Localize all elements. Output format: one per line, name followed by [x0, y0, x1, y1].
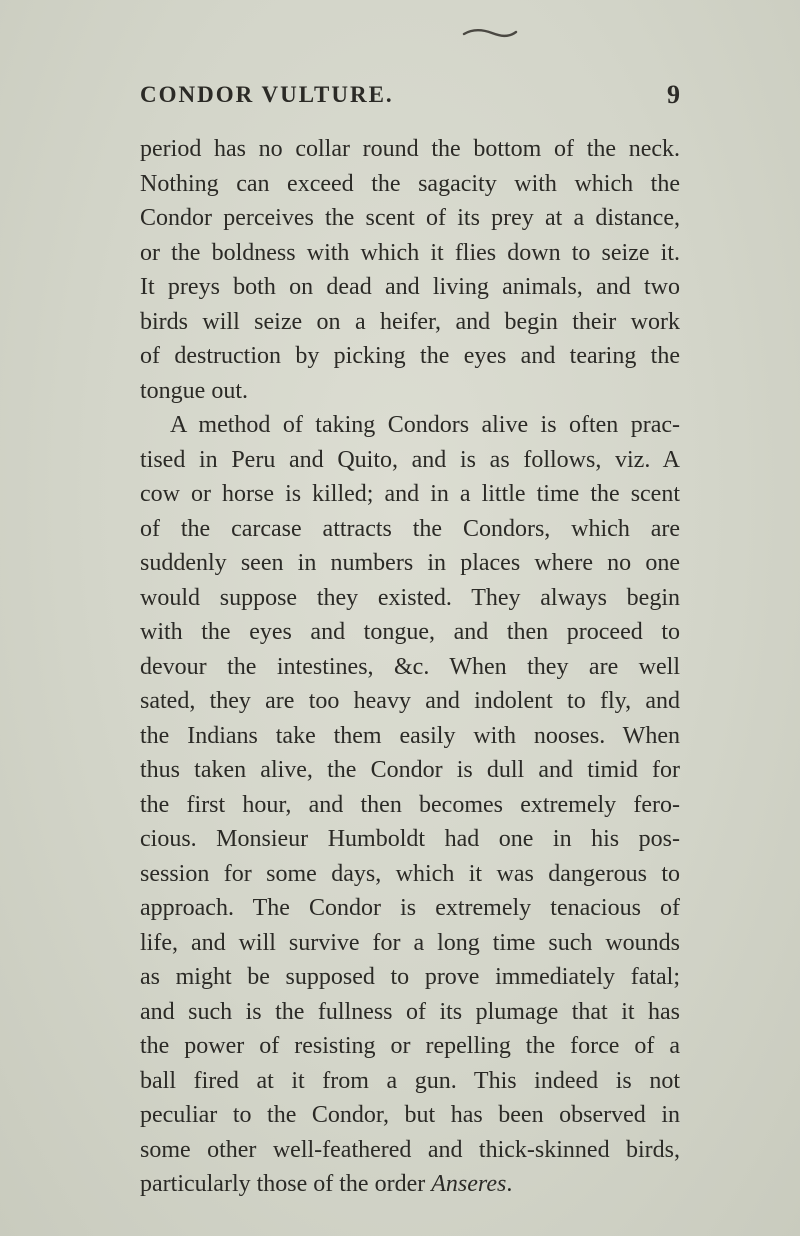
text-line: thus taken alive, the Condor is dull and timid for	[140, 757, 680, 783]
text-line: A method of taking Condors alive is often prac-	[170, 412, 680, 438]
text-line-start: particularly those of the order	[140, 1171, 432, 1197]
text-line: Condor perceives the scent of its prey at a distance,	[140, 205, 680, 231]
running-head: CONDOR VULTURE.	[140, 82, 394, 107]
text-line: cow or horse is killed; and in a little time the scent	[140, 481, 680, 507]
text-line: cious. Monsieur Humboldt had one in his pos-	[140, 826, 680, 852]
text-line: as might be supposed to prove immediately fatal;	[140, 964, 680, 990]
text-line: approach. The Condor is extremely tenacious of	[140, 895, 680, 921]
ink-smudge-mark	[462, 26, 518, 40]
text-line: tised in Peru and Quito, and is as follows, viz. A	[140, 446, 680, 473]
final-period: .	[506, 1171, 513, 1197]
text-line: of the carcase attracts the Condors, which are	[140, 515, 680, 542]
text-line: suddenly seen in numbers in places where no one	[140, 550, 680, 576]
text-line: sated, they are too heavy and indolent to fly, and	[140, 688, 680, 714]
text-line: would suppose they existed. They always begin	[140, 584, 680, 611]
text-line: the power of resisting or repelling the force of a	[140, 1033, 680, 1059]
text-line: ball fired at it from a gun. This indeed is not	[140, 1067, 680, 1094]
text-line: with the eyes and tongue, and then proceed to	[140, 619, 680, 645]
text-line: and such is the fullness of its plumage that it has	[140, 998, 680, 1025]
text-line: It preys both on dead and living animals, and two	[140, 274, 680, 300]
text-line: the Indians take them easily with nooses. When	[140, 722, 680, 749]
text-line: or the boldness with which it flies down to seize it.	[140, 239, 680, 266]
text-line: birds will seize on a heifer, and begin their work	[140, 308, 680, 335]
order-name: Anseres	[431, 1171, 507, 1197]
text-line: tongue out.	[140, 377, 248, 404]
text-line: period has no collar round the bottom of the neck.	[140, 136, 680, 162]
final-text-line	[140, 1167, 680, 1202]
page-header	[140, 82, 680, 122]
text-line: devour the intestines, &c. When they are well	[140, 653, 680, 680]
text-line: the first hour, and then becomes extremely fero-	[140, 791, 680, 818]
text-line: life, and will survive for a long time such wounds	[140, 929, 680, 956]
text-line: some other well-feathered and thick-skinned birds,	[140, 1136, 680, 1163]
text-line: peculiar to the Condor, but has been observed in	[140, 1102, 680, 1128]
text-line: session for some days, which it was dangerous to	[140, 860, 680, 887]
body-text	[140, 132, 680, 1202]
text-line: Nothing can exceed the sagacity with which the	[140, 170, 680, 197]
page-number: 9	[667, 80, 680, 109]
text-line: of destruction by picking the eyes and tearing the	[140, 343, 680, 369]
